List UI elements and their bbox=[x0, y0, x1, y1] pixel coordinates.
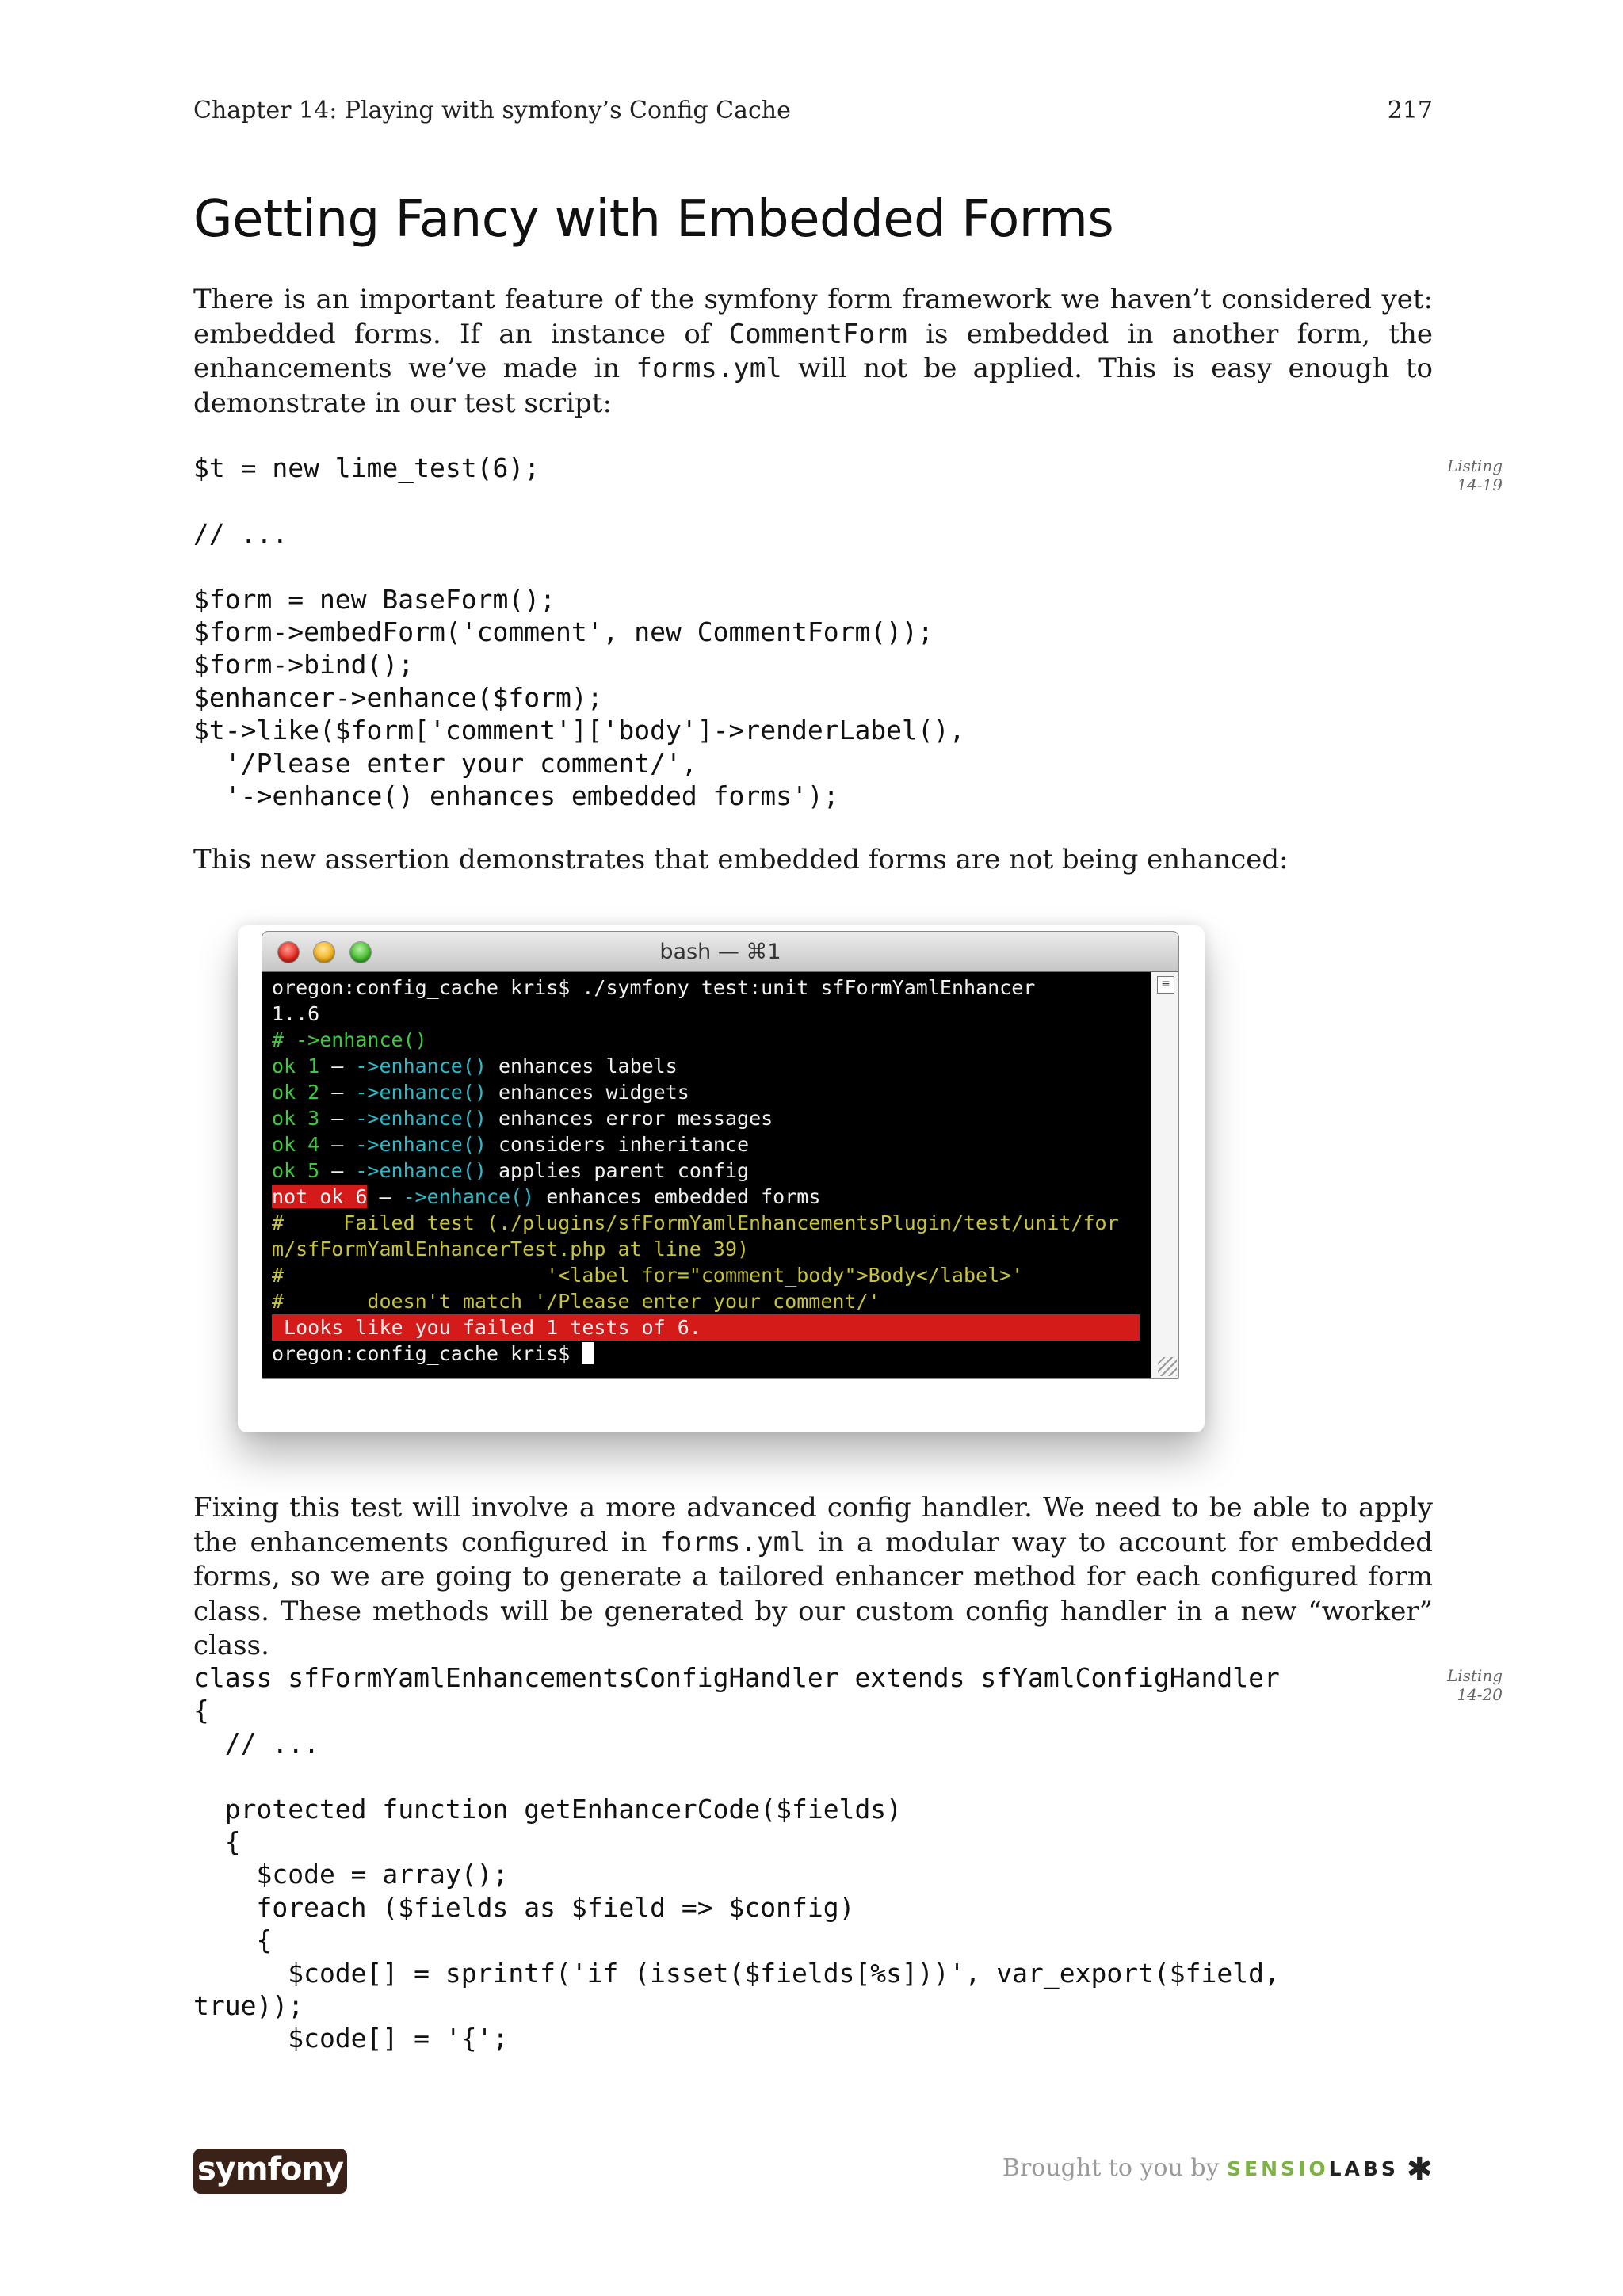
assertion-paragraph: This new assertion demonstrates that embedded forms are not being enhanced: bbox=[193, 844, 1289, 875]
labs-wordmark: LABS bbox=[1328, 2157, 1399, 2180]
terminal-line: oregon:config_cache kris$ ./symfony test:unit sfFormYamlEnhancer bbox=[272, 976, 1036, 999]
terminal-title: bash — ⌘1 bbox=[659, 940, 781, 964]
terminal-line: m/sfFormYamlEnhancerTest.php at line 39) bbox=[272, 1238, 750, 1261]
intro-text-2: is embedded in another form, the enhancements we’ve made in bbox=[193, 318, 1433, 384]
terminal-line-summary: Looks like you failed 1 tests of 6. bbox=[272, 1316, 701, 1339]
inline-code-forms-yml: forms.yml bbox=[636, 353, 782, 384]
intro-text-1: There is an important feature of the symfony form framework we haven’t considered yet: embedded forms. If an instance of bbox=[193, 284, 1433, 350]
terminal-line: ok 1 – ->enhance() enhances labels bbox=[272, 1055, 678, 1077]
listing-number: 14-19 bbox=[1457, 475, 1503, 494]
listing-label-text: Listing bbox=[1446, 456, 1503, 475]
footer-credit bbox=[1002, 2151, 1433, 2187]
intro-text-3: will not be applied. This is easy enough to demonstrate in our test script: bbox=[193, 353, 1433, 419]
sensiolabs-star-icon: ✱ bbox=[1406, 2151, 1433, 2187]
fixing-text-1: Fixing this test will involve a more advanced config handler. We need to be able to apply the enhancements configured in bbox=[193, 1492, 1433, 1558]
fixing-paragraph bbox=[193, 1491, 1433, 1664]
terminal-line: ok 2 – ->enhance() enhances widgets bbox=[272, 1081, 689, 1104]
inline-code-commentform: CommentForm bbox=[728, 318, 907, 350]
terminal-line-prompt: oregon:config_cache kris$ bbox=[272, 1341, 594, 1367]
terminal-window bbox=[262, 931, 1179, 1379]
symfony-logo: symfony bbox=[193, 2149, 347, 2194]
terminal-line: # '<label for="comment_body">Body</label>' bbox=[272, 1264, 1024, 1287]
sensio-wordmark: SENSIO bbox=[1227, 2157, 1329, 2180]
section-title: Getting Fancy with Embedded Forms bbox=[193, 190, 1114, 249]
inline-code-forms-yml: forms.yml bbox=[659, 1526, 806, 1558]
listing-number: 14-20 bbox=[1457, 1685, 1503, 1704]
scroll-menu-icon[interactable]: ≡ bbox=[1157, 976, 1174, 994]
code-listing-14-20: class sfFormYamlEnhancementsConfigHandler extends sfYamlConfigHandler { // ... protected function getEnhancerCode($fields) { $code = array(); foreach ($fields as $field => $config) { $code[] = sprintf('if (isset($fields[%s]))', var_export($field, true)); $code[] = '{'; bbox=[193, 1662, 1280, 2054]
terminal-line: ok 4 – ->enhance() considers inheritance bbox=[272, 1133, 750, 1156]
running-header-chapter: Chapter 14: Playing with symfony’s Config Cache bbox=[193, 97, 791, 124]
listing-label-2 bbox=[1423, 1666, 1503, 1704]
resize-grip-icon[interactable] bbox=[1158, 1357, 1177, 1376]
listing-label-text: Listing bbox=[1446, 1666, 1503, 1685]
terminal-line: ok 5 – ->enhance() applies parent config bbox=[272, 1159, 750, 1182]
fixing-text-2: in a modular way to account for embedded forms, so we are going to generate a tailored enhancer method for each configured form class. These methods will be generated by our custom config handler in a new “worker” class. bbox=[193, 1526, 1433, 1661]
terminal-line: # doesn't match '/Please enter your comment/' bbox=[272, 1290, 880, 1313]
terminal-line: 1..6 bbox=[272, 1002, 320, 1025]
intro-paragraph bbox=[193, 283, 1433, 421]
terminal-line: # ->enhance() bbox=[272, 1028, 427, 1051]
listing-label-1 bbox=[1423, 456, 1503, 494]
cursor bbox=[582, 1342, 594, 1364]
terminal-line: # Failed test (./plugins/sfFormYamlEnhancementsPlugin/test/unit/for bbox=[272, 1211, 1119, 1234]
terminal-output bbox=[262, 972, 1150, 1378]
code-listing-14-19: $t = new lime_test(6); // ... $form = new BaseForm(); $form->embedForm('comment', new CommentForm()); $form->bind(); $enhancer->enhance($form); $t->like($form['comment']['body']->renderLabel(), '/Please enter your comment/', '->enhance() enhances embedded forms'); bbox=[193, 452, 965, 812]
brought-by-text: Brought to you by bbox=[1002, 2154, 1228, 2182]
terminal-line-failed: not ok 6 – ->enhance() enhances embedded forms bbox=[272, 1185, 821, 1208]
page-number: 217 bbox=[1387, 97, 1433, 124]
terminal-titlebar bbox=[262, 932, 1178, 972]
terminal-scrollbar[interactable] bbox=[1151, 972, 1178, 1378]
terminal-line: ok 3 – ->enhance() enhances error messages bbox=[272, 1107, 773, 1130]
